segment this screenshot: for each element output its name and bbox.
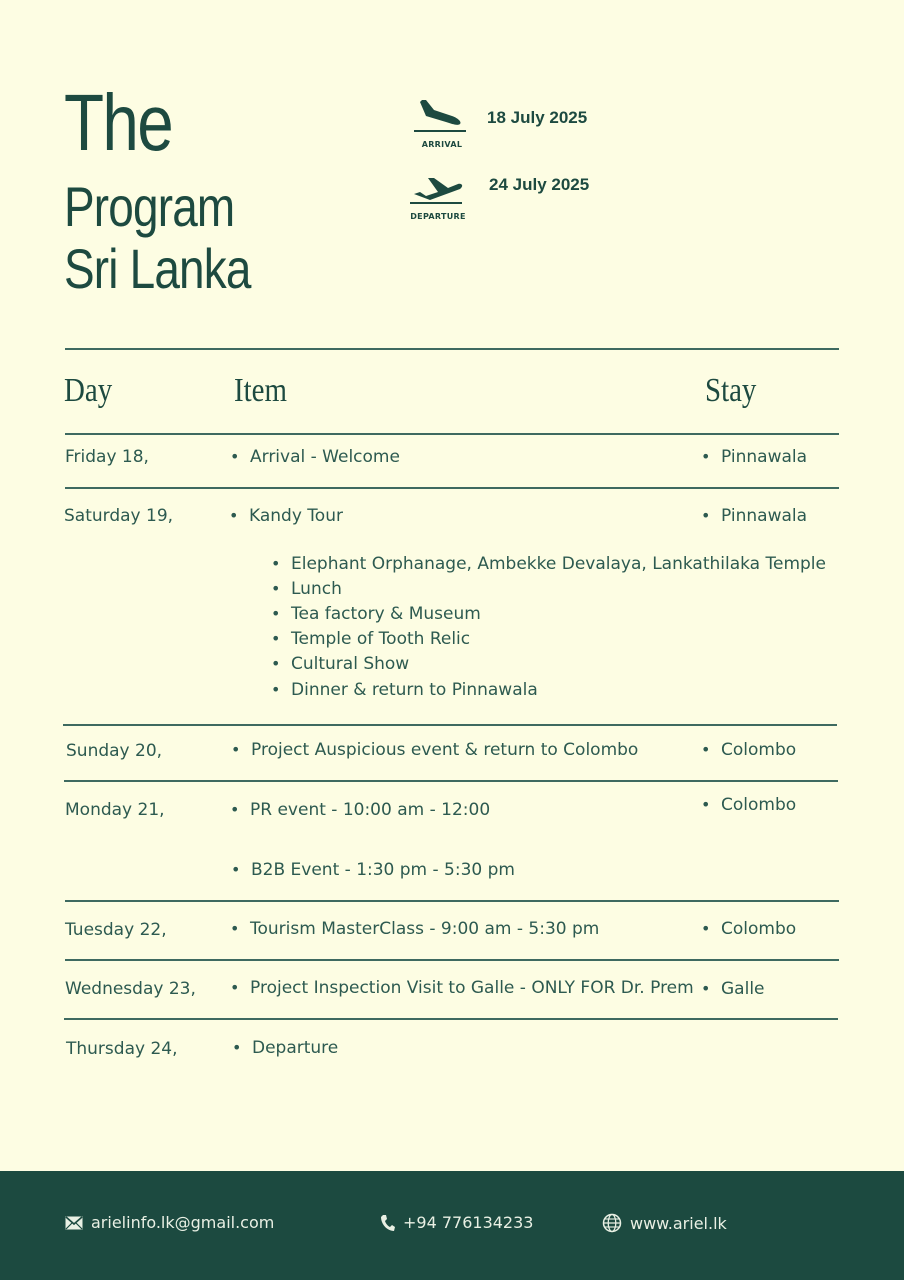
sub-item: • Cultural Show (271, 654, 409, 674)
row-day: Tuesday 22, (65, 920, 167, 940)
row-stay: • Colombo (701, 919, 796, 939)
arrival-block (412, 96, 472, 149)
row-stay: • Galle (701, 979, 765, 999)
header-divider (65, 433, 839, 435)
row-item: • Departure (232, 1038, 338, 1058)
sub-item: • Dinner & return to Pinnawala (271, 680, 538, 700)
footer-email-text[interactable]: arielinfo.lk@gmail.com (91, 1213, 275, 1232)
header-day: Day (64, 372, 113, 409)
arrival-date: 18 July 2025 (487, 108, 588, 127)
row-item: • Arrival - Welcome (230, 447, 400, 467)
arrival-label: ARRIVAL (421, 140, 463, 149)
row-divider (65, 900, 839, 902)
row-item: • B2B Event - 1:30 pm - 5:30 pm (231, 860, 515, 880)
row-divider (63, 724, 837, 726)
sub-item: • Elephant Orphanage, Ambekke Devalaya, Lankathilaka Temple (271, 554, 826, 574)
row-item: • Tourism MasterClass - 9:00 am - 5:30 pm (230, 919, 599, 939)
row-divider (64, 1018, 838, 1020)
mail-icon (65, 1216, 83, 1230)
row-stay: • Pinnawala (701, 447, 807, 467)
sub-item: • Temple of Tooth Relic (271, 629, 470, 649)
plane-landing-icon (412, 96, 468, 136)
row-item: • Project Inspection Visit to Galle - ONLY FOR Dr. Prem (230, 978, 694, 998)
footer-website-text[interactable]: www.ariel.lk (630, 1213, 727, 1233)
row-stay: • Pinnawala (701, 506, 807, 526)
plane-takeoff-icon (408, 168, 464, 208)
row-day: Saturday 19, (64, 506, 174, 526)
title-line-2: Program (64, 175, 235, 238)
row-divider (65, 959, 839, 961)
row-day: Friday 18, (65, 447, 149, 467)
footer-website[interactable] (602, 1213, 727, 1233)
sub-item: • Lunch (271, 579, 342, 599)
row-stay: • Colombo (701, 795, 796, 815)
row-stay: • Colombo (701, 740, 796, 760)
departure-date: 24 July 2025 (489, 175, 590, 194)
table-top-divider (65, 348, 839, 350)
departure-block (408, 168, 468, 221)
row-day: Sunday 20, (66, 741, 163, 761)
title-line-3: Sri Lanka (64, 237, 251, 300)
globe-icon (602, 1213, 622, 1233)
row-day: Wednesday 23, (65, 979, 196, 999)
row-divider (64, 780, 838, 782)
footer-phone[interactable] (380, 1213, 533, 1232)
footer-email[interactable] (65, 1213, 274, 1232)
header-item: Item (234, 372, 287, 409)
sub-item: • Tea factory & Museum (271, 604, 481, 624)
title-line-1: The (64, 78, 173, 167)
row-item: • Kandy Tour (229, 506, 343, 526)
row-item: • PR event - 10:00 am - 12:00 (230, 800, 490, 820)
row-divider (65, 487, 839, 489)
row-day: Thursday 24, (66, 1039, 178, 1059)
header-stay: Stay (705, 372, 757, 409)
phone-icon (380, 1214, 395, 1232)
row-item: • Project Auspicious event & return to Colombo (231, 740, 638, 760)
row-day: Monday 21, (65, 800, 165, 820)
departure-label: DEPARTURE (410, 212, 466, 221)
footer-phone-text[interactable]: +94 776134233 (403, 1213, 534, 1232)
